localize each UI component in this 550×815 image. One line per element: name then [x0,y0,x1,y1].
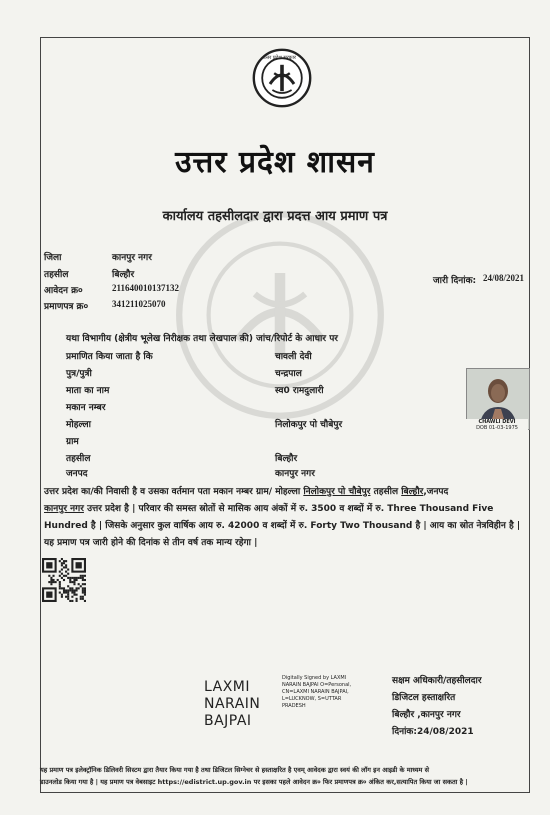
issue-date-value: 24/08/2021 [483,273,525,283]
para-mohalla: निलोकपुर पो चौबेपुर [303,487,371,497]
mother-label: माता का नाम [66,386,110,396]
signer-name [204,679,260,730]
para-line-1a: उत्तर प्रदेश का/की निवासी है व उसका वर्तमान पता मकान नम्बर ग्राम/ मोहल्ला [44,487,301,497]
para-line-3: Hundred है | जिसके अनुसार कुल वार्षिक आय रु. 42000 व शब्दों में रु. Forty Two Thousand है | आय का स्रोत नेत्रविहीन है | [44,521,521,531]
footer-note [40,764,528,788]
para-district: कानपुर नगर [44,504,84,514]
signer-name-line-3: BAJPAI [204,713,252,729]
authority-line-1: सक्षम अधिकारी/तहसीलदार [392,676,482,686]
person-district-value: कानपुर नगर [275,469,315,479]
father-value: चन्द्रपाल [275,369,302,379]
mohalla-value: निलोकपुर पो चौबेपुर [275,420,343,430]
person-tehsil-value: बिल्हौर [275,454,298,464]
tehsil-value: बिल्हौर [112,270,135,280]
issue-date-label: जारी दिनांक: [433,276,477,286]
photo-caption [466,419,528,431]
mother-value: स्व0 रामदुलारी [275,386,324,396]
person-district-label: जनपद [66,469,88,479]
district-label: जिला [44,253,62,263]
para-tehsil: बिल्हौर [401,487,424,497]
emblem-text: उत्तर प्रदेश सरकार [263,55,296,61]
person-name-value: चावली देवी [275,352,312,362]
photo-caption-name: CHAWLI DEVI [478,419,516,425]
authority-line-4: दिनांक:24/08/2021 [392,727,474,737]
para-line-4: यह प्रमाण पत्र जारी होने की दिनांक से तीन वर्ष तक मान्य रहेगा | [44,538,258,548]
para-line-2: उत्तर प्रदेश है | परिवार की समस्त स्रोतों से मासिक आय अंकों में रु. 3500 व शब्दों में रु. Three Thousand Five [87,504,494,514]
father-label: पुत्र/पुत्री [66,369,92,379]
certificate-number-value: 341211025070 [112,299,166,309]
authority-line-2: डिजिटल हस्ताक्षरित [392,693,456,703]
address-paragraph [44,484,524,552]
intro-line-1: यथा विभागीय (क्षेत्रीय भूलेख निरीक्षक तथा लेखपाल की) जांच/रिपोर्ट के आधार पर [66,334,338,344]
district-value: कानपुर नगर [112,253,152,263]
digital-signature-detail: Digitally Signed by LAXMI NARAIN BAJPAI O=Personal, CN=LAXMI NARAIN BAJPAI, L=LUCKNOW, S=UTTAR PRADESH [282,675,352,709]
footer-line-1: यह प्रमाण पत्र इलेक्ट्रॉनिक डिलिवरी सिस्टम द्वारा तैयार किया गया है तथा डिजिटल सिग्नेचर से हस्ताक्षरित है एवम् आवेदक द्वारा स्वयं की लॉग इन आइडी के माध्यम से [40,766,430,774]
village-label: ग्राम [66,437,79,447]
qr-code-icon [42,558,86,602]
footer-line-2: डाउनलोड किया गया है | यह प्रमाण पत्र वेबसाइट https://edistrict.up.gov.in पर इसका पहले आवेदन क्र० फिर प्रमाणपत्र क्र० अंकित कर,सत्यापित किया जा सकता है | [40,778,468,786]
signer-name-line-1: LAXMI [204,679,250,695]
page-title: उत्तर प्रदेश शासन [175,145,375,180]
person-tehsil-label: तहसील [66,454,91,464]
mohalla-label: मोहल्ला [66,420,91,430]
signer-name-line-2: NARAIN [204,696,261,712]
intro-line-2: प्रमाणित किया जाता है कि [66,352,153,362]
photo-caption-dob: DOB 01-03-1975 [476,425,518,431]
certificate-subtitle: कार्यालय तहसीलदार द्वारा प्रदत्त आय प्रमाण पत्र [162,209,388,224]
certificate-number-label: प्रमाणपत्र क्र० [44,302,89,312]
para-tehsil-text: तहसील [373,487,399,497]
application-number-value: 211640010137132 [112,283,180,293]
tehsil-label: तहसील [44,270,69,280]
application-number-label: आवेदन क्र० [44,286,83,296]
authority-line-3: बिल्हौर ,कानपुर नगर [392,710,461,720]
para-district-text: ,जनपद [423,487,449,497]
house-number-label: मकान नम्बर [66,403,106,413]
